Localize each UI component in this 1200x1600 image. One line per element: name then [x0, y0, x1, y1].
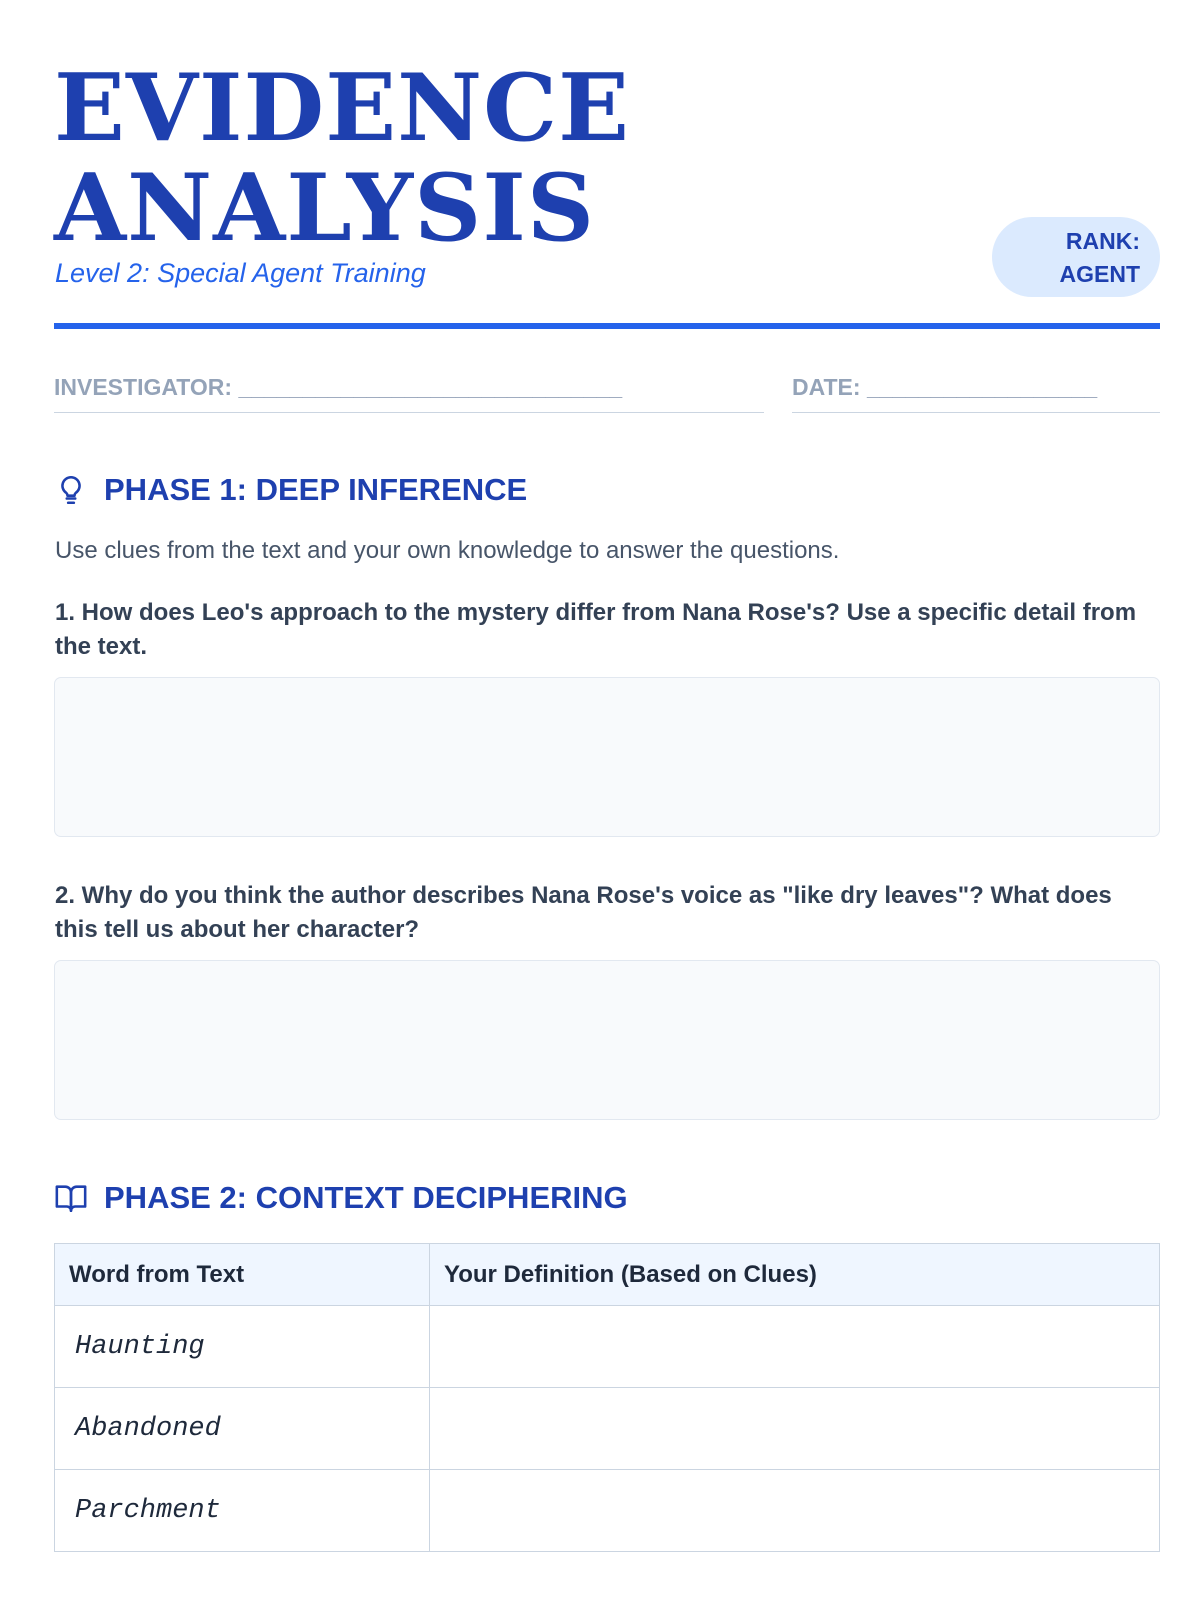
column-header-word: Word from Text: [55, 1244, 430, 1306]
open-book-icon: [54, 1181, 88, 1215]
table-header-row: [55, 1244, 1160, 1306]
phase-1-instructions: Use clues from the text and your own knowledge to answer the questions.: [55, 537, 840, 564]
answer-box-1[interactable]: [54, 677, 1160, 837]
vocabulary-table: [54, 1243, 1160, 1552]
vocab-word: Haunting: [55, 1306, 430, 1388]
rank-label: RANK:: [1065, 228, 1140, 254]
table-row: [55, 1306, 1160, 1388]
phase-2-heading: [54, 1180, 628, 1216]
question-2: 2. Why do you think the author describes Nana Rose's voice as "like dry leaves"? What does this tell us about her character?: [55, 882, 1112, 943]
header-divider: [54, 323, 1160, 329]
date-field[interactable]: DATE: __________________: [792, 374, 1160, 413]
rank-value: AGENT: [1059, 261, 1140, 287]
phase-2-title: PHASE 2: CONTEXT DECIPHERING: [104, 1180, 628, 1215]
rank-badge: [992, 217, 1160, 297]
vocab-word: Parchment: [55, 1470, 430, 1552]
definition-cell[interactable]: [430, 1470, 1160, 1552]
phase-1-heading: [54, 472, 527, 508]
phase-1-title: PHASE 1: DEEP INFERENCE: [104, 472, 528, 507]
investigator-field[interactable]: INVESTIGATOR: ______________________________: [54, 374, 764, 413]
answer-box-2[interactable]: [54, 960, 1160, 1120]
definition-cell[interactable]: [430, 1388, 1160, 1470]
page-title-line-2: ANALYSIS: [54, 153, 595, 262]
page-subtitle: Level 2: Special Agent Training: [55, 258, 426, 288]
vocab-word: Abandoned: [55, 1388, 430, 1470]
column-header-definition: Your Definition (Based on Clues): [430, 1244, 1160, 1306]
page-title-line-1: EVIDENCE: [54, 53, 630, 162]
definition-cell[interactable]: [430, 1306, 1160, 1388]
page-title: [54, 53, 630, 262]
lightbulb-icon: [54, 473, 88, 507]
table-row: [55, 1470, 1160, 1552]
table-row: [55, 1388, 1160, 1470]
question-1: 1. How does Leo's approach to the mystery differ from Nana Rose's? Use a specific detail from the text.: [55, 599, 1137, 660]
